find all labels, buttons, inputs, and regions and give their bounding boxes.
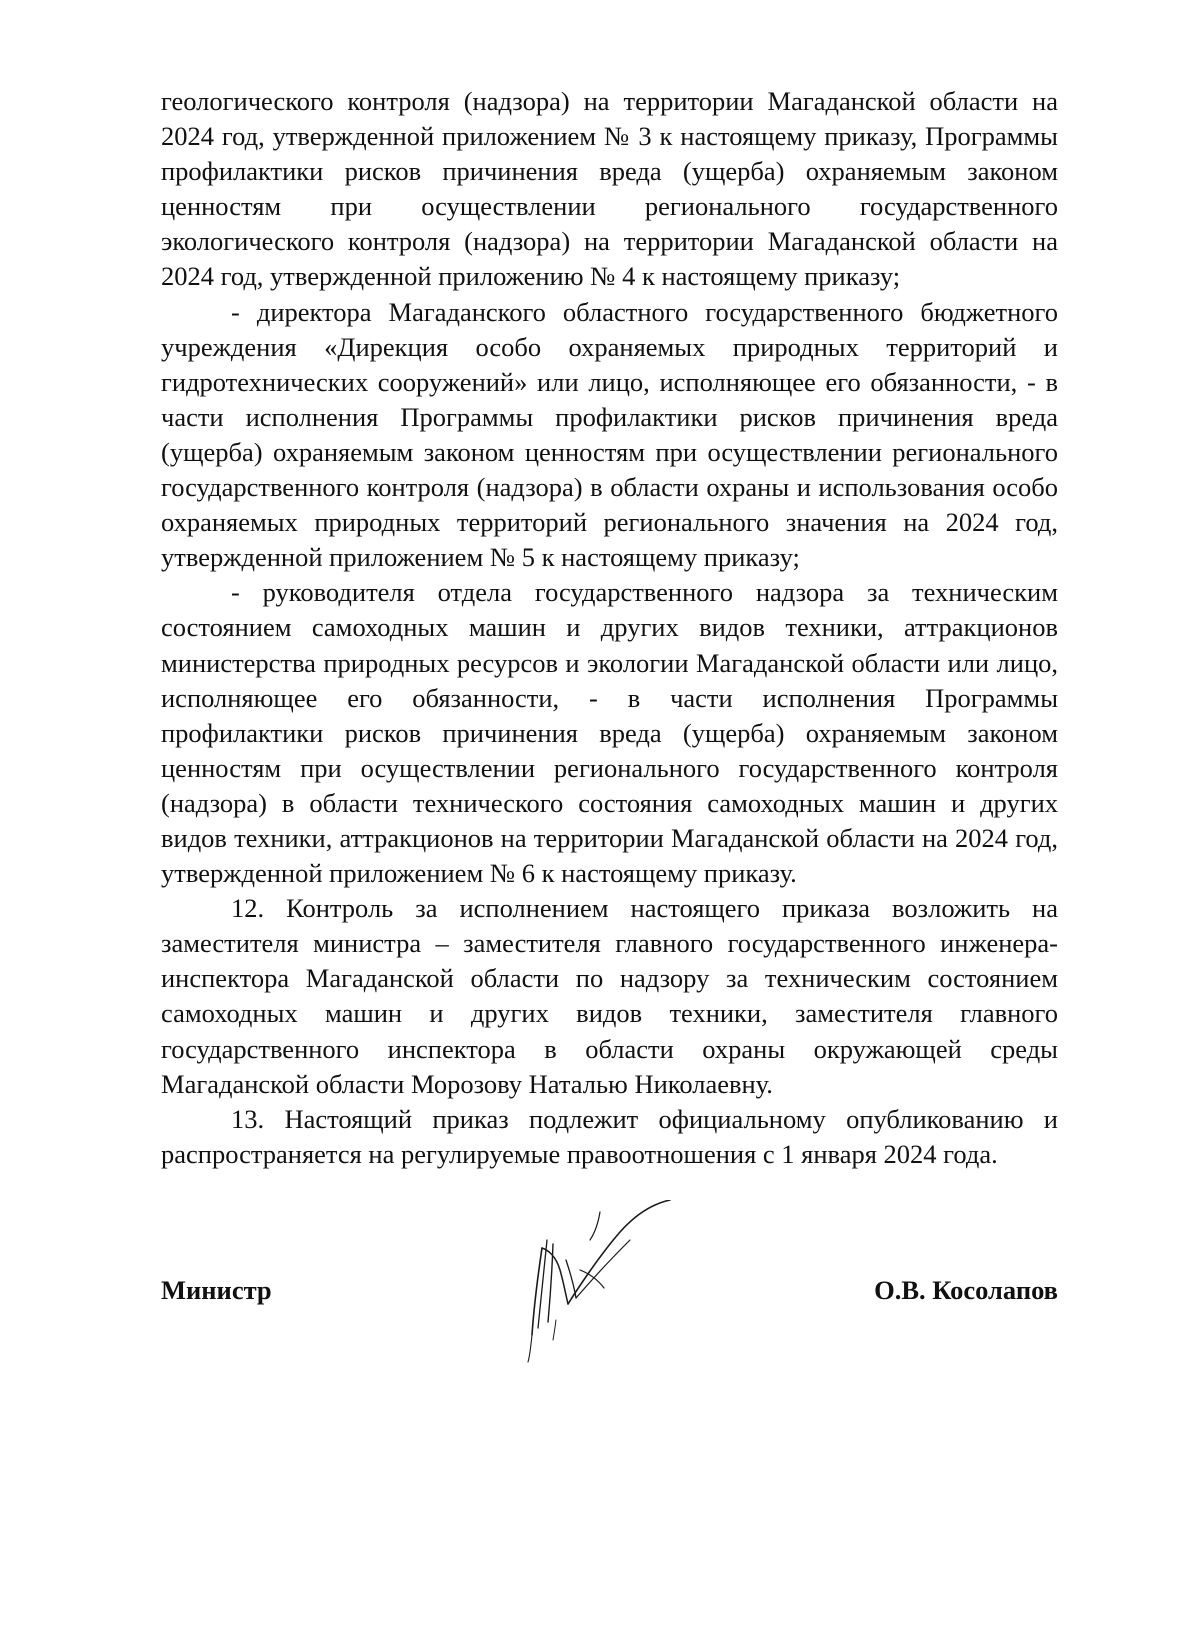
paragraph-head-of-supervision: - руководителя отдела государственного надзора за техническим состоянием самоходных машин и других видов техники, аттракционов министерства природных ресурсов и экологии Магаданской области или лицо, исполняющее его обязанности, - в части исполнения Программы профилактики рисков причинения вреда (ущерба) охраняемым законом ценностям при осуществлении регионального государственного контроля (надзора) в области технического состояния самоходных машин и других видов техники, аттракционов на территории Магаданской области на 2024 год, утвержденной приложением № 6 к настоящему приказу.	[161, 577, 1058, 889]
signatory-name: О.В. Косолапов	[874, 1275, 1058, 1305]
paragraph-director-reserves: - директора Магаданского областного государственного бюджетного учреждения «Дирекция особо охраняемых природных территорий и гидротехнических сооружений» или лицо, исполняющее его обязанности, - в части исполнения Программы профилактики рисков причинения вреда (ущерба) охраняемым законом ценностям при осуществлении регионального государственного контроля (надзора) в области охраны и использования особо охраняемых природных территорий регионального значения на 2024 год, утвержденной приложением № 5 к настоящему приказу;	[161, 296, 1058, 573]
paragraph-continuation: геологического контроля (надзора) на территории Магаданской области на 2024 год, утвержденной приложением № 3 к настоящему приказу, Программы профилактики рисков причинения вреда (ущерба) охраняемым законом ценностям при осуществлении регионального государственного экологического контроля (надзора) на территории Магаданской области на 2024 год, утвержденной приложению № 4 к настоящему приказу;	[161, 86, 1058, 292]
handwritten-signature	[520, 1200, 690, 1375]
paragraph-13-publication: 13. Настоящий приказ подлежит официальному опубликованию и распространяется на регулируемые правоотношения с 1 января 2024 года.	[161, 1103, 1058, 1169]
paragraph-12-control: 12. Контроль за исполнением настоящего приказа возложить на заместителя министра – заместителя главного государственного инженера-инспектора Магаданской области по надзору за техническим состоянием самоходных машин и других видов техники, заместителя главного государственного инспектора в области охраны окружающей среды Магаданской области Морозову Наталью Николаевну.	[161, 893, 1058, 1099]
document-body	[161, 84, 1058, 1172]
signatory-title: Министр	[161, 1275, 272, 1305]
